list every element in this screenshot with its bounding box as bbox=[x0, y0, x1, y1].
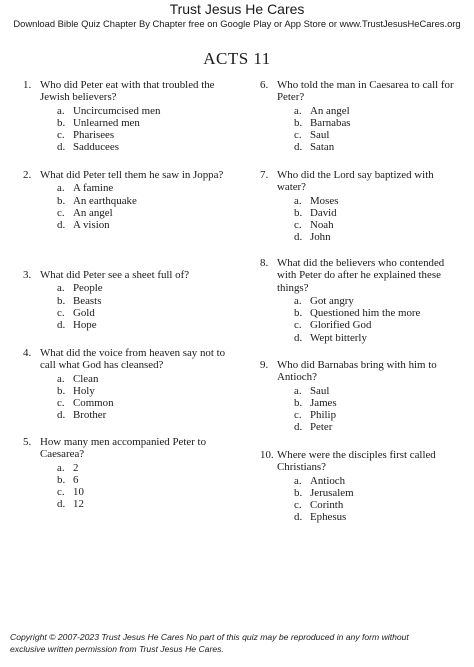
answer-options bbox=[23, 373, 228, 422]
answer-option bbox=[294, 332, 460, 344]
option-text: A vision bbox=[73, 219, 110, 232]
option-text: Saul bbox=[310, 129, 330, 142]
answer-option bbox=[57, 282, 228, 294]
option-text: Sadducees bbox=[73, 141, 119, 154]
question-row bbox=[260, 449, 460, 474]
option-letter: d. bbox=[57, 219, 66, 232]
answer-option bbox=[294, 307, 460, 319]
option-letter: c. bbox=[57, 486, 65, 499]
question-item bbox=[23, 79, 228, 154]
download-notice: Download Bible Quiz Chapter By Chapter free on Google Play or App Store or www.TrustJesusHeCares.org bbox=[13, 18, 461, 29]
answer-option bbox=[294, 319, 460, 331]
option-text: Moses bbox=[310, 194, 339, 207]
option-text: Clean bbox=[73, 372, 99, 385]
question-text: Who told the man in Caesarea to call for Peter? bbox=[277, 79, 454, 104]
option-text: Beasts bbox=[73, 294, 102, 307]
option-text: Unlearned men bbox=[73, 116, 140, 129]
question-number: 2. bbox=[23, 169, 32, 181]
option-letter: b. bbox=[294, 307, 303, 320]
option-letter: b. bbox=[294, 116, 303, 129]
option-letter: b. bbox=[57, 384, 66, 397]
question-row bbox=[260, 257, 460, 294]
answer-option bbox=[57, 373, 228, 385]
option-text: 6 bbox=[73, 473, 79, 486]
option-letter: a. bbox=[294, 194, 302, 207]
answer-option bbox=[294, 105, 460, 117]
answer-options bbox=[260, 195, 460, 244]
answer-option bbox=[57, 195, 228, 207]
answer-option bbox=[57, 207, 228, 219]
option-text: Pharisees bbox=[73, 129, 115, 142]
answer-option bbox=[294, 475, 460, 487]
question-text: What did the voice from heaven say not to call what God has cleansed? bbox=[40, 347, 226, 372]
option-letter: a. bbox=[57, 104, 65, 117]
question-number: 6. bbox=[260, 79, 269, 91]
question-item bbox=[260, 449, 460, 524]
answer-option bbox=[57, 117, 228, 129]
option-letter: d. bbox=[294, 421, 303, 434]
question-item bbox=[260, 169, 460, 244]
option-letter: d. bbox=[57, 141, 66, 154]
answer-options bbox=[23, 105, 228, 154]
answer-option bbox=[57, 462, 228, 474]
question-item bbox=[260, 257, 460, 344]
option-text: Antioch bbox=[310, 474, 346, 487]
answer-option bbox=[294, 219, 460, 231]
copyright-line-2: exclusive written permission from Trust Jesus He Cares. bbox=[10, 643, 224, 654]
answer-option bbox=[57, 486, 228, 498]
answer-options bbox=[23, 462, 228, 511]
option-text: Philip bbox=[310, 409, 337, 422]
option-letter: d. bbox=[294, 231, 303, 244]
question-row bbox=[260, 79, 460, 104]
option-letter: a. bbox=[57, 282, 65, 295]
question-number: 5. bbox=[23, 436, 32, 448]
question-text: Where were the disciples first called Christians? bbox=[277, 449, 436, 474]
answer-option bbox=[294, 421, 460, 433]
answer-option bbox=[57, 129, 228, 141]
question-text: Who did the Lord say baptized with water? bbox=[277, 169, 434, 194]
answer-options bbox=[260, 105, 460, 154]
option-letter: a. bbox=[57, 461, 65, 474]
answer-option bbox=[294, 499, 460, 511]
answer-option bbox=[294, 409, 460, 421]
answer-option bbox=[294, 141, 460, 153]
answer-option bbox=[57, 105, 228, 117]
answer-options bbox=[23, 282, 228, 331]
answer-option bbox=[57, 385, 228, 397]
option-text: Hope bbox=[73, 319, 97, 332]
option-text: Ephesus bbox=[310, 511, 347, 524]
answer-option bbox=[57, 474, 228, 486]
question-number: 8. bbox=[260, 257, 269, 269]
option-text: Satan bbox=[310, 141, 335, 154]
answer-option bbox=[57, 141, 228, 153]
question-row bbox=[23, 269, 228, 281]
question-row bbox=[23, 436, 228, 461]
option-letter: b. bbox=[57, 194, 66, 207]
option-letter: a. bbox=[57, 372, 65, 385]
option-text: Noah bbox=[310, 219, 334, 232]
question-number: 9. bbox=[260, 359, 269, 371]
option-text: Gold bbox=[73, 306, 95, 319]
option-letter: c. bbox=[294, 129, 302, 142]
option-letter: b. bbox=[57, 116, 66, 129]
option-letter: a. bbox=[294, 384, 302, 397]
answer-option bbox=[294, 129, 460, 141]
question-item bbox=[23, 169, 228, 231]
option-text: Barnabas bbox=[310, 116, 351, 129]
answer-option bbox=[294, 487, 460, 499]
option-text: Got angry bbox=[310, 294, 354, 307]
answer-options bbox=[23, 182, 228, 231]
question-text: What did Peter see a sheet full of? bbox=[40, 269, 190, 281]
option-text: 12 bbox=[73, 498, 84, 511]
option-text: Brother bbox=[73, 409, 107, 422]
answer-option bbox=[57, 319, 228, 331]
answer-option bbox=[57, 219, 228, 231]
question-item bbox=[23, 269, 228, 331]
question-text: What did the believers who contended with Peter do after he explained these things? bbox=[277, 257, 445, 294]
question-text: Who did Barnabas bring with him to Antioch? bbox=[277, 359, 437, 384]
option-text: Jerusalem bbox=[310, 486, 354, 499]
option-letter: b. bbox=[294, 486, 303, 499]
option-text: David bbox=[310, 206, 337, 219]
option-letter: a. bbox=[294, 104, 302, 117]
answer-option bbox=[57, 307, 228, 319]
question-item bbox=[260, 79, 460, 154]
option-letter: d. bbox=[294, 511, 303, 524]
option-text: 2 bbox=[73, 461, 79, 474]
question-number: 10. bbox=[260, 449, 274, 461]
option-letter: d. bbox=[57, 498, 66, 511]
question-text: Who did Peter eat with that troubled the Jewish believers? bbox=[40, 79, 215, 104]
question-row bbox=[260, 359, 460, 384]
option-text: People bbox=[73, 282, 103, 295]
answer-option bbox=[57, 397, 228, 409]
option-text: An angel bbox=[73, 206, 113, 219]
option-text: Uncircumcised men bbox=[73, 104, 161, 117]
question-row bbox=[23, 169, 228, 181]
option-text: Corinth bbox=[310, 499, 344, 512]
option-letter: d. bbox=[57, 409, 66, 422]
question-item bbox=[23, 436, 228, 511]
site-title: Trust Jesus He Cares bbox=[169, 1, 305, 17]
question-text: How many men accompanied Peter to Caesarea? bbox=[40, 436, 207, 461]
option-text: Holy bbox=[73, 384, 95, 397]
option-text: An angel bbox=[310, 104, 350, 117]
question-number: 4. bbox=[23, 347, 32, 359]
option-letter: d. bbox=[294, 141, 303, 154]
option-letter: d. bbox=[57, 319, 66, 332]
option-letter: b. bbox=[57, 473, 66, 486]
option-text: Common bbox=[73, 397, 114, 410]
copyright-footer bbox=[10, 632, 470, 655]
question-row bbox=[23, 79, 228, 104]
option-letter: a. bbox=[294, 294, 302, 307]
option-letter: a. bbox=[294, 474, 302, 487]
option-text: John bbox=[310, 231, 331, 244]
answer-option bbox=[294, 195, 460, 207]
option-text: Glorified God bbox=[310, 319, 372, 332]
question-row bbox=[23, 347, 228, 372]
option-letter: c. bbox=[57, 306, 65, 319]
option-text: An earthquake bbox=[73, 194, 137, 207]
copyright-line-1: Copyright © 2007-2023 Trust Jesus He Cares No part of this quiz may be reproduced in any form without bbox=[10, 632, 409, 642]
option-text: Wept bitterly bbox=[310, 331, 367, 344]
answer-option bbox=[57, 182, 228, 194]
option-letter: c. bbox=[294, 409, 302, 422]
option-letter: b. bbox=[294, 206, 303, 219]
option-text: James bbox=[310, 396, 337, 409]
question-number: 3. bbox=[23, 269, 32, 281]
question-row bbox=[260, 169, 460, 194]
option-text: Saul bbox=[310, 384, 330, 397]
answer-option bbox=[294, 231, 460, 243]
option-letter: c. bbox=[294, 319, 302, 332]
option-text: Peter bbox=[310, 421, 333, 434]
question-item bbox=[23, 347, 228, 422]
answer-option bbox=[294, 207, 460, 219]
option-letter: b. bbox=[57, 294, 66, 307]
answer-option bbox=[57, 295, 228, 307]
answer-option bbox=[294, 397, 460, 409]
answer-options bbox=[260, 475, 460, 524]
question-item bbox=[260, 359, 460, 434]
question-number: 1. bbox=[23, 79, 32, 91]
option-letter: c. bbox=[57, 397, 65, 410]
answer-option bbox=[294, 385, 460, 397]
answer-option bbox=[294, 117, 460, 129]
question-number: 7. bbox=[260, 169, 269, 181]
option-letter: c. bbox=[57, 206, 65, 219]
answer-options bbox=[260, 385, 460, 434]
option-letter: d. bbox=[294, 331, 303, 344]
option-text: A famine bbox=[73, 182, 114, 195]
answer-option bbox=[57, 498, 228, 510]
option-letter: c. bbox=[57, 129, 65, 142]
question-text: What did Peter tell them he saw in Joppa? bbox=[40, 169, 224, 181]
option-letter: a. bbox=[57, 182, 65, 195]
answer-option bbox=[294, 295, 460, 307]
answer-options bbox=[260, 295, 460, 344]
option-letter: b. bbox=[294, 396, 303, 409]
page-title: ACTS 11 bbox=[203, 49, 271, 68]
answer-option bbox=[57, 409, 228, 421]
option-letter: c. bbox=[294, 499, 302, 512]
option-text: 10 bbox=[73, 486, 84, 499]
option-letter: c. bbox=[294, 219, 302, 232]
answer-option bbox=[294, 511, 460, 523]
option-text: Questioned him the more bbox=[310, 307, 421, 320]
